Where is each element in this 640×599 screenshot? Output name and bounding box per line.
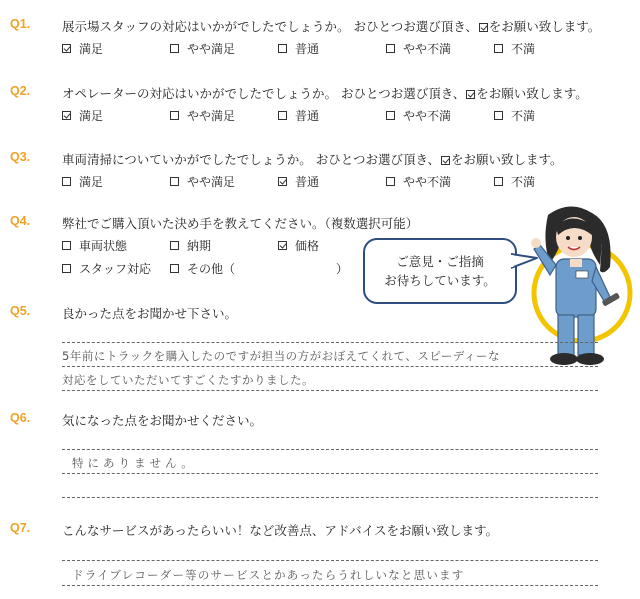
q3-option-manzoku[interactable]: 満足 [62,173,103,190]
q3-option-fuman[interactable]: 不満 [494,173,535,190]
checkbox[interactable] [278,44,287,53]
q4-option-delivery[interactable]: 納期 [170,237,211,254]
q1-option-futsu[interactable]: 普通 [278,40,319,57]
checkbox[interactable] [494,44,503,53]
answer-line [62,390,598,391]
bubble-line-2: お待ちしています。 [384,273,496,288]
q2-option-manzoku[interactable]: 満足 [62,107,103,124]
q2-option-yaya-fuman[interactable]: やや不満 [386,107,451,124]
q2-text: オペレーターの対応はいかがでしたでしょうか。 おひとつお選び頂き、 をお願い致します。 [62,86,588,101]
q3-option-futsu[interactable]: 普通 [278,173,319,190]
answer-line [62,473,598,474]
checkbox[interactable] [170,44,179,53]
answer-line [62,366,598,367]
q5-number: Q5. [10,304,31,318]
q4-option-vehicle-condition[interactable]: 車両状態 [62,237,127,254]
checkbox[interactable] [170,177,179,186]
staff-mascot-icon [530,205,638,375]
q1-option-yaya-manzoku[interactable]: やや満足 [170,40,235,57]
q1-option-yaya-fuman[interactable]: やや不満 [386,40,451,57]
q1-number: Q1. [10,17,31,31]
q7-answer: ドライブレコーダー等のサービスとかあったらうれしいなと思います [72,568,465,582]
checkbox[interactable] [494,111,503,120]
q1-option-fuman[interactable]: 不満 [494,40,535,57]
q3-option-yaya-manzoku[interactable]: やや満足 [170,173,235,190]
checkbox[interactable] [278,241,287,250]
checkbox[interactable] [278,177,287,186]
checkbox[interactable] [62,241,71,250]
q7-text: こんなサービスがあったらいい！など改善点、アドバイスをお願い致します。 [62,523,499,538]
checkbox-symbol-icon [441,156,450,165]
checkbox[interactable] [494,177,503,186]
checkbox[interactable] [170,264,179,273]
checkbox[interactable] [386,177,395,186]
checkbox[interactable] [386,44,395,53]
q4-option-other[interactable]: その他（ [170,260,235,277]
checkbox[interactable] [170,241,179,250]
checkbox[interactable] [62,177,71,186]
answer-line [62,449,598,450]
answer-line [62,342,598,343]
q5-text: 良かった点をお聞かせ下さい。 [62,306,238,321]
q5-answer-line-1: 5年前にトラックを購入したのですが担当の方がおぼえてくれて、スピーディーな [62,349,500,363]
checkbox[interactable] [62,264,71,273]
q3-number: Q3. [10,150,31,164]
q6-number: Q6. [10,411,31,425]
q4-text: 弊社でご購入頂いた決め手を教えてください。（複数選択可能） [62,216,419,231]
checkbox[interactable] [62,111,71,120]
q1-text: 展示場スタッフの対応はいかがでしたでしょうか。 おひとつお選び頂き、 をお願い致します。 [62,19,601,34]
q1-option-manzoku[interactable]: 満足 [62,40,103,57]
answer-line [62,585,598,586]
checkbox-symbol-icon [479,23,488,32]
checkbox[interactable] [278,111,287,120]
q2-option-fuman[interactable]: 不満 [494,107,535,124]
checkbox[interactable] [170,111,179,120]
q4-other-close: ） [336,262,349,276]
answer-line [62,497,598,498]
q2-number: Q2. [10,84,31,98]
q7-number: Q7. [10,521,31,535]
q6-answer: 特にありません。 [72,456,197,470]
q6-text: 気になった点をお聞かせください。 [62,413,263,428]
q4-option-price[interactable]: 価格 [278,237,319,254]
checkbox[interactable] [386,111,395,120]
q3-text: 車両清掃についていかがでしたでしょうか。 おひとつお選び頂き、 をお願い致します。 [62,152,563,167]
q2-option-futsu[interactable]: 普通 [278,107,319,124]
bubble-line-1: ご意見・ご指摘 [396,254,484,269]
q5-answer-line-2: 対応をしていただいてすごくたすかりました。 [62,373,314,387]
q4-option-staff[interactable]: スタッフ対応 [62,260,151,277]
answer-line [62,560,598,561]
q4-number: Q4. [10,214,31,228]
checkbox[interactable] [62,44,71,53]
q2-option-yaya-manzoku[interactable]: やや満足 [170,107,235,124]
q3-option-yaya-fuman[interactable]: やや不満 [386,173,451,190]
checkbox-symbol-icon [466,90,475,99]
speech-bubble [363,238,517,304]
